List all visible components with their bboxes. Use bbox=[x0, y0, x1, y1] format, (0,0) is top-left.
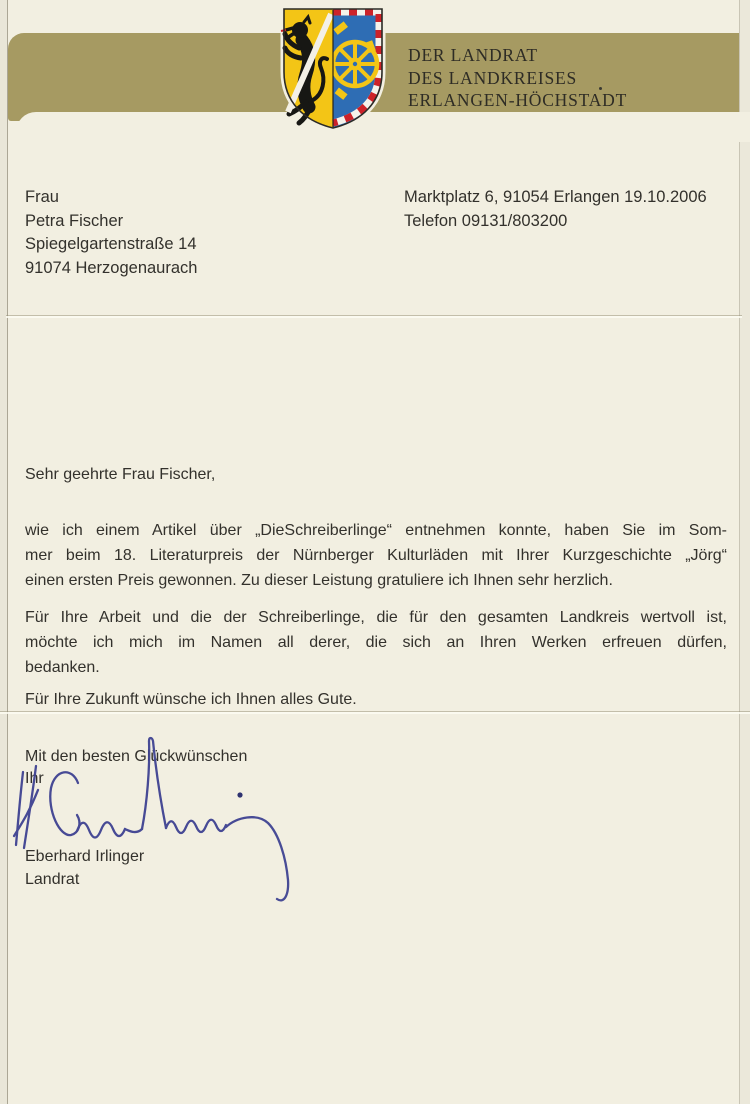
fold-crease-top bbox=[6, 315, 742, 318]
closing-greeting: Mit den besten Glückwünschen bbox=[25, 748, 248, 765]
paragraph-line: mer beim 18. Literaturpreis der Nürnberger Kulturläden mit Ihrer Kurzgeschichte „Jörg“ bbox=[25, 547, 727, 565]
signature-handwritten bbox=[5, 733, 315, 918]
closing-ihr: Ihr bbox=[25, 770, 44, 787]
paragraph-line: möchte ich mich im Namen all derer, die sich an Ihren Werken erfreuen dürfen, bbox=[25, 634, 727, 652]
letterhead-title-line: DES LANDKREISES bbox=[408, 67, 578, 88]
recipient-line: Frau bbox=[25, 188, 59, 206]
coat-of-arms-icon bbox=[276, 4, 390, 134]
recipient-address-block bbox=[25, 186, 197, 280]
paragraph-line: einen ersten Preis gewonnen. Zu dieser Leistung gratuliere ich Ihnen sehr herzlich. bbox=[25, 572, 613, 590]
sender-info-block bbox=[404, 186, 707, 233]
paper-edge-left-line bbox=[7, 0, 8, 1104]
letterhead-title-line: ERLANGEN-HÖCHSTADT bbox=[408, 90, 628, 110]
paragraph-2 bbox=[25, 605, 727, 681]
paragraph-3: Für Ihre Zukunft wünsche ich Ihnen alles Gute. bbox=[25, 691, 357, 708]
paragraph-1 bbox=[25, 518, 727, 594]
signer-title: Landrat bbox=[25, 871, 80, 888]
signer-name: Eberhard Irlinger bbox=[25, 848, 145, 865]
paragraph-line: bedanken. bbox=[25, 659, 100, 677]
paragraph-line: Für Ihre Arbeit und die der Schreiberlinge, die für den gesamten Landkreis wertvoll ist, bbox=[25, 609, 727, 626]
sender-phone: Telefon 09131/803200 bbox=[404, 211, 568, 230]
paper-edge-left bbox=[0, 0, 7, 1104]
letterhead-title bbox=[408, 44, 627, 112]
recipient-line: 91074 Herzogenaurach bbox=[25, 258, 198, 277]
salutation: Sehr geehrte Frau Fischer, bbox=[25, 466, 216, 483]
paragraph-line: wie ich einem Artikel über „DieSchreiberlinge“ entnehmen konnte, haben Sie im Som- bbox=[25, 522, 727, 539]
sender-address-date: Marktplatz 6, 91054 Erlangen 19.10.2006 bbox=[404, 188, 707, 206]
paper-edge-right bbox=[740, 0, 750, 1104]
letterhead-title-line: DER LANDRAT bbox=[408, 45, 538, 65]
recipient-line: Petra Fischer bbox=[25, 211, 124, 230]
recipient-line: Spiegelgartenstraße 14 bbox=[25, 235, 197, 253]
paper-edge-right-line bbox=[739, 0, 740, 1104]
